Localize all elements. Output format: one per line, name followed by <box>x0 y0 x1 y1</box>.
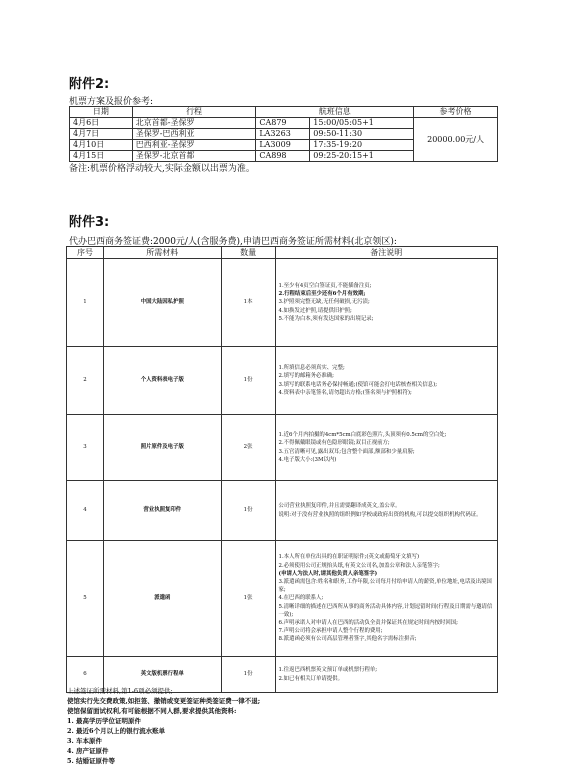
cell-route: 圣保罗-北京首都 <box>132 151 256 162</box>
note-line: 2.填写的邮箱务必准确; <box>278 373 334 380</box>
note-line: 5.清晰详细的描述在巴西所从事的商务活动具体内容,计划逗留时间(行程及日期需与邀请信一致); <box>278 603 493 618</box>
cell-flight: LA3263 <box>256 129 310 140</box>
note-line: 2.不得佩戴眼镜或有色隐形眼镜;双目正视前方; <box>278 440 390 447</box>
flight-table <box>69 106 498 162</box>
note-line: 1.本人所在单位出具的在职证明原件;(英文或葡萄牙文填写) <box>278 554 420 561</box>
header-notes: 备注说明 <box>275 247 497 259</box>
attachment-2-subtitle: 机票方案及报价参考: <box>69 97 154 107</box>
note-line: 5.不能为白本,须有发达国家的出境记录; <box>278 315 374 322</box>
footer-line: 使馆实行先交费政策,如拒签、撤销或变更签证种类签证费一律不退; <box>67 697 261 705</box>
cell-time: 09:50-11:30 <box>310 129 414 140</box>
note-line: 4.如换发过护照,请提供旧护照; <box>278 307 352 314</box>
note-line: 1.往返巴西机票英文预订单或机票行程单; <box>278 667 378 674</box>
cell-no: 1 <box>67 259 104 347</box>
note-line: 公司营业执照复印件,并且需要翻译成英文,盖公章。 <box>278 503 401 510</box>
visa-materials-table <box>66 246 498 693</box>
cell-route: 北京首都-圣保罗 <box>132 118 256 129</box>
cell-item: 中国大陆因私护照 <box>103 259 221 347</box>
footer-line: 4. 房产证原件 <box>67 747 109 755</box>
cell-qty: 1份 <box>221 657 275 693</box>
note-line: 8.派遣函必须有公司高层管理者签字,其他名字需标注拼音; <box>278 636 417 643</box>
note-line: 3.护照须完整无缺,无任何破损,无污渍; <box>278 299 370 306</box>
cell-no: 3 <box>67 415 104 481</box>
header-date: 日期 <box>70 107 133 118</box>
cell-time: 09:25-20:15+1 <box>310 151 414 162</box>
attachment-3-subtitle: 代办巴西商务签证费:2000元/人(含服务费),申请巴西商务签证所需材料(北京领区): <box>69 237 397 247</box>
note-line: 2.行程结束后至少还有6个月有效期; <box>278 291 366 298</box>
cell-route: 圣保罗-巴西利亚 <box>132 129 256 140</box>
cell-notes <box>275 541 497 657</box>
footer-line: 上述签证所需材料,第1-6项必须提供; <box>67 687 173 695</box>
cell-qty: 1份 <box>221 347 275 415</box>
cell-notes <box>275 259 497 347</box>
note-line: 2.如已有相关订单请提供。 <box>278 675 343 682</box>
cell-qty: 1份 <box>221 481 275 541</box>
cell-route: 巴西利亚-圣保罗 <box>132 140 256 151</box>
cell-item: 照片原件及电子版 <box>103 415 221 481</box>
header-qty: 数量 <box>221 247 275 259</box>
cell-date: 4月6日 <box>70 118 133 129</box>
cell-no: 6 <box>67 657 104 693</box>
table-row <box>67 481 498 541</box>
table-row <box>67 259 498 347</box>
note-line: 7.声明公司将会承担申请人整个行程的费用; <box>278 628 383 635</box>
cell-notes <box>275 347 497 415</box>
attachment-3-title: 附件3: <box>69 215 110 230</box>
footer-line: 3. 车本原件 <box>67 737 103 745</box>
cell-item: 英文版机票行程单 <box>103 657 221 693</box>
cell-notes <box>275 481 497 541</box>
footer-line: 1. 最高学历学位证明原件 <box>67 717 142 725</box>
cell-flight: LA3009 <box>256 140 310 151</box>
price-note: 备注:机票价格浮动较大,实际金额以出票为准。 <box>69 164 255 174</box>
table-row <box>67 347 498 415</box>
cell-no: 2 <box>67 347 104 415</box>
header-item: 所需材料 <box>103 247 221 259</box>
note-line: 4.资料表中亲笔签名,请勿超出方格;(签名须与护照相符); <box>278 389 412 396</box>
table-row <box>70 118 498 129</box>
footer-line: 使馆保留面试权利,有可能根据不同人群,要求提供其他资料: <box>67 707 237 715</box>
note-line: 4.在巴西的联系人; <box>278 595 324 602</box>
cell-price: 20000.00元/人 <box>414 118 498 162</box>
note-line: 1.近6个月内拍摄的4cm*5cm白底彩色照片,头顶须有0.5cm的空白处; <box>278 432 447 439</box>
cell-item: 派遣函 <box>103 541 221 657</box>
cell-flight: CA879 <box>256 118 310 129</box>
note-line: 说明:对于没有营业执照的组织例如学校或政府出资的机构,可以提交组织机构代码证。 <box>278 511 482 518</box>
cell-date: 4月7日 <box>70 129 133 140</box>
header-route: 行程 <box>132 107 256 118</box>
note-line: 3.派遣函需包含:姓名和职务,工作年限,公司每月付给申请人的薪资,单位地址,电话及出境国家; <box>278 578 492 594</box>
attachment-2-title: 附件2: <box>69 77 110 92</box>
cell-qty: 2张 <box>221 415 275 481</box>
cell-no: 5 <box>67 541 104 657</box>
note-line: 6.声明承诺人对申请人在巴西的活动负全责并保证其在规定时间内按时回国; <box>278 620 458 626</box>
table-row <box>67 541 498 657</box>
cell-flight: CA898 <box>256 151 310 162</box>
visa-table-header <box>67 247 498 259</box>
note-line: (申请人为法人时,请其他负责人亲笔签字) <box>278 570 378 577</box>
cell-qty: 1张 <box>221 541 275 657</box>
cell-item: 营业执照复印件 <box>103 481 221 541</box>
cell-no: 4 <box>67 481 104 541</box>
footer-line: 5. 结婚证原件等 <box>67 757 116 765</box>
note-line: 1.至少有4页空白签证页,不能插备注页; <box>278 282 372 289</box>
note-line: 2.必须使用公司正规抬头纸,有英文公司名,加盖公章和法人亲笔签字; <box>278 562 440 569</box>
cell-date: 4月10日 <box>70 140 133 151</box>
flight-table-header <box>70 107 498 118</box>
note-line: 3.填写的联系电话务必保持畅通;(使馆可能会打电话核查相关信息); <box>278 381 438 388</box>
note-line: 3.五官清晰可见,露出双耳;包含整个面部,额部和少量肩膀; <box>278 448 415 455</box>
visa-footer-notes <box>67 686 497 766</box>
cell-time: 15:00/05:05+1 <box>310 118 414 129</box>
cell-item: 个人资料表电子版 <box>103 347 221 415</box>
note-line: 1.所填信息必须真实、完整; <box>278 365 345 372</box>
header-price: 参考价格 <box>414 107 498 118</box>
header-no: 序号 <box>67 247 104 259</box>
note-line: 4.电子版大小:(3M以内) <box>278 456 337 463</box>
cell-qty: 1本 <box>221 259 275 347</box>
cell-notes <box>275 415 497 481</box>
footer-line: 2. 最近6个月以上的银行流水账单 <box>67 727 166 735</box>
header-flight: 航班信息 <box>256 107 414 118</box>
cell-date: 4月15日 <box>70 151 133 162</box>
table-row <box>67 415 498 481</box>
cell-time: 17:35-19:20 <box>310 140 414 151</box>
